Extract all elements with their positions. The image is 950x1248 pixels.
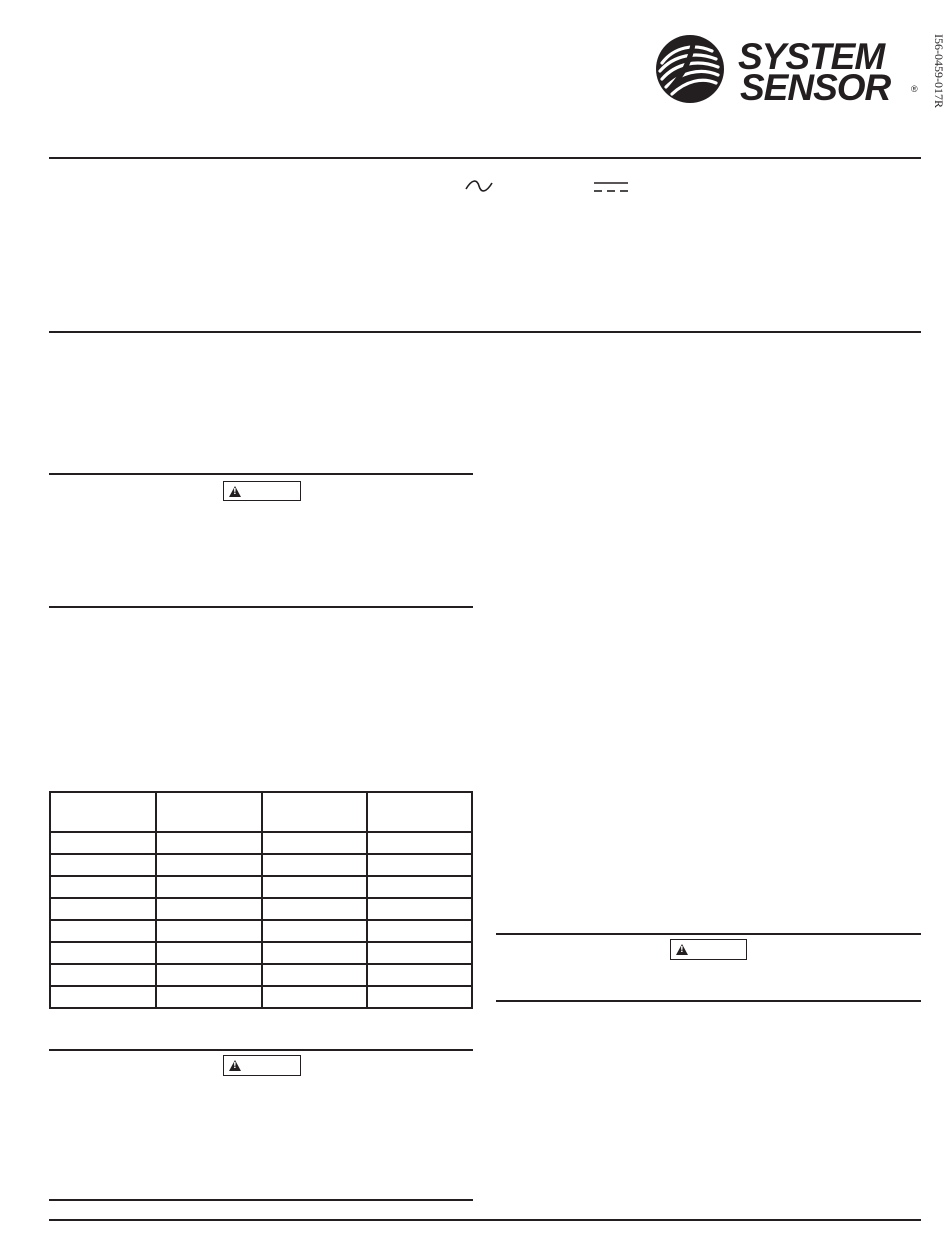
table-cell	[156, 942, 262, 964]
bottom-divider	[49, 1219, 921, 1221]
table-cell	[367, 964, 472, 986]
table-row	[50, 920, 472, 942]
table-cell	[156, 986, 262, 1008]
ac-wave-icon	[464, 179, 494, 193]
table-row	[50, 986, 472, 1008]
registered-mark: ®	[911, 84, 918, 94]
warning-3-label-box	[670, 939, 747, 960]
table-header-row	[50, 792, 472, 832]
warning-2-label-box	[223, 1055, 301, 1076]
table-cell	[262, 876, 367, 898]
warning-3-top-rule	[496, 933, 921, 935]
table-cell	[50, 854, 156, 876]
brand-line-1: SYSTEM	[738, 36, 885, 77]
table-row	[50, 854, 472, 876]
warning-3-bottom-rule	[496, 1000, 921, 1002]
table-cell	[262, 920, 367, 942]
table-row	[50, 832, 472, 854]
table-cell	[156, 964, 262, 986]
table-row	[50, 942, 472, 964]
table-cell	[367, 898, 472, 920]
table-cell	[367, 942, 472, 964]
table-cell	[156, 898, 262, 920]
table-cell	[367, 854, 472, 876]
table-header-cell	[50, 792, 156, 832]
table-cell	[367, 832, 472, 854]
warning-2-top-rule	[49, 1049, 473, 1051]
warning-1-bottom-rule	[49, 606, 473, 608]
section-divider	[49, 331, 921, 333]
table-cell	[50, 832, 156, 854]
warning-1-top-rule	[49, 473, 473, 475]
warning-triangle-icon	[229, 486, 241, 497]
brand-line-2: SENSOR	[740, 67, 891, 108]
table-cell	[367, 986, 472, 1008]
table-row	[50, 876, 472, 898]
globe-swoosh-icon	[654, 33, 726, 105]
table-cell	[156, 854, 262, 876]
table-cell	[262, 854, 367, 876]
table-cell	[156, 832, 262, 854]
spec-table	[49, 791, 473, 1009]
table-cell	[262, 832, 367, 854]
table-cell	[50, 942, 156, 964]
table-row	[50, 964, 472, 986]
table-cell	[50, 920, 156, 942]
top-divider	[49, 157, 921, 159]
table-cell	[262, 964, 367, 986]
table-cell	[50, 898, 156, 920]
table-cell	[367, 876, 472, 898]
table-cell	[367, 920, 472, 942]
table-header-cell	[262, 792, 367, 832]
table-cell	[262, 986, 367, 1008]
table-header-cell	[367, 792, 472, 832]
table-cell	[50, 986, 156, 1008]
dc-line-icon	[594, 181, 628, 193]
document-number: I56-0459-017R	[932, 34, 946, 108]
warning-2-bottom-rule	[49, 1199, 473, 1201]
table-cell	[156, 876, 262, 898]
warning-1-label-box	[223, 481, 301, 501]
warning-triangle-icon	[676, 944, 688, 955]
table-cell	[262, 898, 367, 920]
table-cell	[50, 964, 156, 986]
table-cell	[262, 942, 367, 964]
table-cell	[156, 920, 262, 942]
table-header-cell	[156, 792, 262, 832]
table-row	[50, 898, 472, 920]
warning-triangle-icon	[229, 1060, 241, 1071]
table-cell	[50, 876, 156, 898]
